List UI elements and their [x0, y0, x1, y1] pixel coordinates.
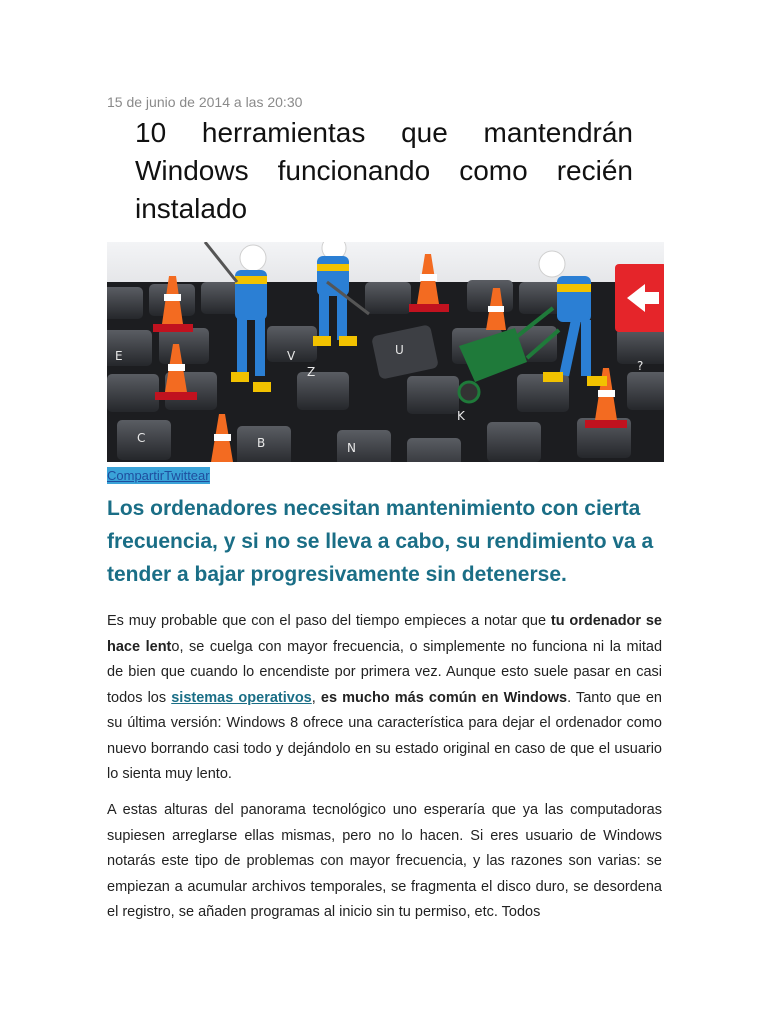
key-label: N [347, 441, 356, 455]
sistemas-operativos-link[interactable]: sistemas operativos [171, 689, 312, 706]
key-label: U [395, 343, 404, 357]
paragraph-bold-text: tu ordenador se hace lent [107, 613, 662, 655]
key-label: V [287, 349, 296, 363]
keyboard-illustration [107, 242, 664, 462]
article-lead: Los ordenadores necesitan mantenimiento con cierta frecuencia, y si no se lleva a cabo, su rendimiento va a tender a bajar progresivamente sin detenerse. [107, 497, 654, 586]
paragraph-text: , [311, 689, 321, 706]
key-label: C [137, 431, 146, 445]
article-date: 15 de junio de 2014 a las 20:30 [107, 94, 303, 110]
article-paragraph-1 [107, 609, 662, 788]
key-label: ? [637, 359, 644, 373]
share-button[interactable]: Compartir [107, 468, 165, 483]
key-label: Z [307, 365, 316, 379]
article-paragraph-2: A estas alturas del panorama tecnológico uno esperaría que ya las computadoras supiesen arreglarse ellas mismas, pero no lo hacen. Si eres usuario de Windows notarás este tipo de problemas con mayor frecuencia, y las razones son varias: se empiezan a acumular archivos temporales, se fragmenta el disco duro, se desordena el registro, se añaden programas al inicio sin tu permiso, etc. Todos [107, 802, 662, 920]
key-label: K [457, 409, 465, 423]
hero-image [107, 242, 664, 462]
paragraph-text: Es muy probable que con el paso del tiempo empieces a notar que [107, 613, 551, 629]
paragraph-text: o, se cuelga con mayor frecuencia, o simplemente no funciona ni la mitad de bien que cuando lo encendiste por primera vez. Aunque esto suele pasar en casi todos los [107, 638, 663, 706]
article-title: 10 herramientas que mantendrán Windows funcionando como recién instalado [135, 117, 633, 224]
paragraph-text: . Tanto que en su última versión: Windows 8 ofrece una característica para dejar el ordenador como nuevo borrando casi todo y dejándolo en su estado original en caso de que el usuario lo sienta muy lento. [107, 689, 662, 782]
tweet-button[interactable]: Twittear [164, 468, 210, 483]
paragraph-bold-text: es mucho más común en Windows [320, 689, 568, 706]
key-label: B [257, 436, 266, 450]
share-buttons [107, 467, 210, 484]
key-label: E [115, 349, 123, 363]
